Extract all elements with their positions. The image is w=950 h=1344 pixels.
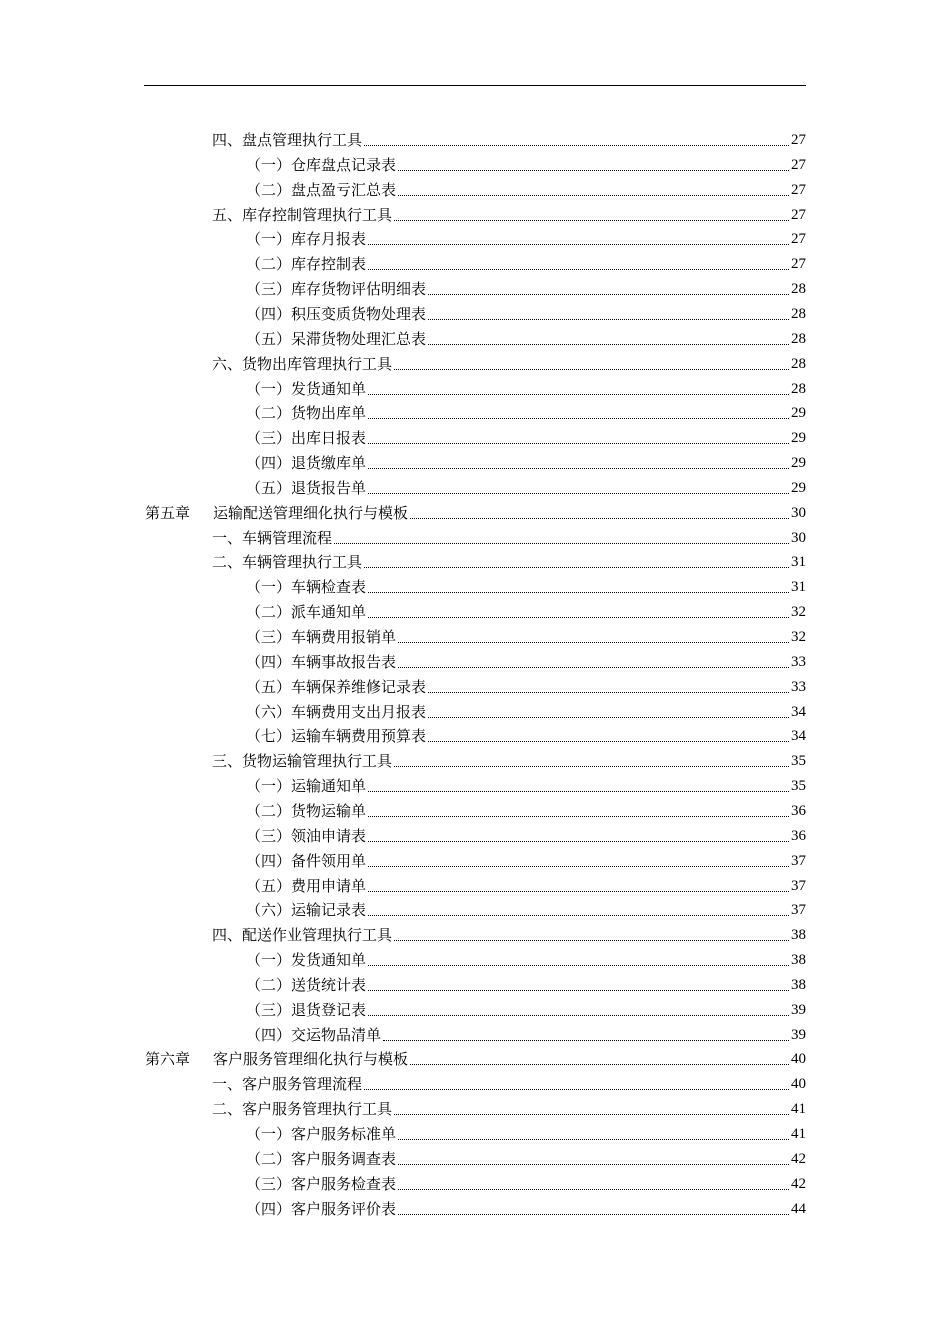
toc-page-number: 30 <box>791 529 806 546</box>
toc-entry[interactable] <box>246 796 806 821</box>
toc-entry[interactable] <box>246 224 806 249</box>
toc-entry-title: 一、客户服务管理流程 <box>212 1075 363 1094</box>
toc-page-number: 42 <box>791 1150 806 1167</box>
toc-entry[interactable] <box>246 1144 806 1169</box>
toc-dot-leader <box>394 766 789 767</box>
toc-page-number: 29 <box>791 405 806 422</box>
toc-entry[interactable] <box>246 1169 806 1194</box>
toc-dot-leader <box>368 891 789 892</box>
toc-entry-title: （二）派车通知单 <box>246 603 367 622</box>
toc-dot-leader <box>398 1189 789 1190</box>
toc-dot-leader <box>410 1064 789 1065</box>
toc-dot-leader <box>398 1139 789 1140</box>
toc-page-number: 27 <box>791 181 806 198</box>
toc-entry-label <box>246 950 366 970</box>
toc-entry-title: （一）发货通知单 <box>246 951 367 970</box>
toc-page-number: 33 <box>791 653 806 670</box>
toc-entry-title: 六、货物出库管理执行工具 <box>212 354 393 373</box>
toc-entry-label <box>246 900 366 920</box>
toc-dot-leader <box>368 418 789 419</box>
toc-entry[interactable] <box>246 150 806 175</box>
toc-dot-leader <box>398 1164 789 1165</box>
toc-entry-title: （三）出库日报表 <box>246 429 367 448</box>
toc-page-number: 38 <box>791 976 806 993</box>
toc-entry[interactable] <box>246 821 806 846</box>
toc-entry[interactable] <box>246 398 806 423</box>
toc-entry-label <box>246 403 366 423</box>
toc-page-number: 27 <box>791 256 806 273</box>
toc-page-number: 34 <box>791 703 806 720</box>
toc-dot-leader <box>394 220 789 221</box>
toc-entry[interactable] <box>246 995 806 1020</box>
toc-entry-title: （四）车辆事故报告表 <box>246 652 397 671</box>
toc-entry[interactable] <box>246 1020 806 1045</box>
toc-page-number: 37 <box>791 902 806 919</box>
toc-entry-label <box>246 1124 396 1144</box>
toc-entry[interactable] <box>212 523 806 548</box>
toc-entry-label <box>246 1174 396 1194</box>
toc-page-number: 27 <box>791 231 806 248</box>
toc-page-number: 29 <box>791 479 806 496</box>
header-rule <box>144 85 806 86</box>
toc-entry-label <box>246 155 396 175</box>
toc-entry[interactable] <box>246 448 806 473</box>
toc-dot-leader <box>428 319 789 320</box>
toc-dot-leader <box>428 741 789 742</box>
toc-page-number: 31 <box>791 579 806 596</box>
toc-entry-title: 四、盘点管理执行工具 <box>212 131 363 149</box>
toc-entry-label <box>246 1149 396 1169</box>
toc-entry[interactable] <box>246 970 806 995</box>
toc-dot-leader <box>364 1089 789 1090</box>
toc-entry[interactable] <box>246 895 806 920</box>
toc-entry-title: 三、货物运输管理执行工具 <box>212 752 393 771</box>
toc-page-number: 40 <box>791 1051 806 1068</box>
toc-entry-title: （二）库存控制表 <box>246 255 367 274</box>
toc-page-number: 28 <box>791 380 806 397</box>
toc-entry-title: 四、配送作业管理执行工具 <box>212 926 393 945</box>
toc-entry-title: 一、车辆管理流程 <box>212 528 333 547</box>
toc-entry-label <box>246 652 396 672</box>
toc-entry-label <box>246 726 426 746</box>
toc-dot-leader <box>368 493 789 494</box>
toc-page-number: 33 <box>791 678 806 695</box>
toc-dot-leader <box>398 170 789 171</box>
toc-page-number: 42 <box>791 1175 806 1192</box>
toc-page-number: 44 <box>791 1200 806 1217</box>
toc-dot-leader <box>368 244 789 245</box>
toc-chapter-number: 第六章 <box>145 1050 191 1069</box>
toc-entry-label <box>246 379 366 399</box>
toc-page-number: 27 <box>791 156 806 173</box>
toc-entry-label <box>246 602 366 622</box>
toc-entry-title: （二）货物运输单 <box>246 801 367 820</box>
toc-page-number: 29 <box>791 455 806 472</box>
toc-dot-leader <box>394 369 789 370</box>
toc-entry-label <box>246 627 396 647</box>
toc-entry-label <box>246 478 366 498</box>
toc-entry-label <box>246 180 396 200</box>
toc-dot-leader <box>334 543 789 544</box>
toc-page-number: 34 <box>791 728 806 745</box>
toc-entry-title: （三）库存货物评估明细表 <box>246 280 427 299</box>
toc-entry[interactable] <box>246 622 806 647</box>
toc-entry[interactable] <box>212 349 806 374</box>
toc-dot-leader <box>368 866 789 867</box>
toc-entry-label <box>212 354 392 374</box>
toc-entry-title: （四）交运物品清单 <box>246 1025 382 1044</box>
toc-dot-leader <box>398 667 789 668</box>
toc-page-number: 39 <box>791 1001 806 1018</box>
toc-dot-leader <box>410 518 789 519</box>
toc-dot-leader <box>368 592 789 593</box>
toc-entry-title: （一）库存月报表 <box>246 230 367 249</box>
toc-entry[interactable] <box>246 299 806 324</box>
toc-entry[interactable] <box>246 473 806 498</box>
toc-dot-leader <box>368 269 789 270</box>
toc-page-number: 36 <box>791 802 806 819</box>
toc-entry-title: （五）费用申请单 <box>246 876 367 895</box>
toc-page-number: 40 <box>791 1076 806 1093</box>
toc-entry-title: （六）车辆费用支出月报表 <box>246 702 427 721</box>
toc-entry-title: 二、客户服务管理执行工具 <box>212 1100 393 1119</box>
toc-page-number: 39 <box>791 1026 806 1043</box>
toc-dot-leader <box>398 1214 789 1215</box>
toc-entry-label <box>212 925 392 945</box>
toc-page-number: 27 <box>791 206 806 223</box>
toc-dot-leader <box>368 791 789 792</box>
toc-entry-title: （二）客户服务调查表 <box>246 1149 397 1168</box>
toc-entry-title: （四）退货缴库单 <box>246 454 367 473</box>
toc-dot-leader <box>394 1114 789 1115</box>
toc-entry-title: （五）呆滞货物处理汇总表 <box>246 329 427 348</box>
toc-entry-label <box>246 304 426 324</box>
toc-dot-leader <box>368 1015 789 1016</box>
toc-page-number: 27 <box>791 132 806 148</box>
toc-page-number: 28 <box>791 330 806 347</box>
toc-entry-title: 客户服务管理细化执行与模板 <box>213 1050 409 1069</box>
toc-entry-label <box>246 826 366 846</box>
toc-dot-leader <box>428 692 789 693</box>
toc-entry-label <box>212 751 392 771</box>
toc-chapter-entry[interactable] <box>145 1044 806 1069</box>
toc-entry-label <box>246 254 366 274</box>
toc-entry-title: （一）仓库盘点记录表 <box>246 155 397 174</box>
toc-entry-label <box>246 851 366 871</box>
toc-entry[interactable] <box>246 572 806 597</box>
toc-entry-label <box>212 1099 392 1119</box>
toc-entry[interactable] <box>246 374 806 399</box>
toc-entry-label <box>246 1025 381 1045</box>
toc-entry[interactable] <box>246 175 806 200</box>
toc-entry-label <box>246 329 426 349</box>
toc-entry-title: 五、库存控制管理执行工具 <box>212 205 393 224</box>
toc-entry-title: （四）客户服务评价表 <box>246 1199 397 1218</box>
toc-dot-leader <box>368 841 789 842</box>
toc-chapter-number: 第五章 <box>145 503 191 522</box>
toc-dot-leader <box>428 344 789 345</box>
toc-entry-label <box>145 1049 408 1069</box>
toc-entry-label <box>246 876 366 896</box>
toc-entry-title: （四）积压变质货物处理表 <box>246 304 427 323</box>
toc-entry-label <box>246 1000 366 1020</box>
toc-entry-title: （三）车辆费用报销单 <box>246 628 397 646</box>
toc-page-number: 37 <box>791 877 806 894</box>
toc-entry[interactable] <box>246 647 806 672</box>
toc-entry-title: （三）领油申请表 <box>246 826 367 845</box>
toc-dot-leader <box>368 468 789 469</box>
toc-dot-leader <box>398 195 789 196</box>
toc-entry[interactable] <box>246 697 806 722</box>
toc-entry[interactable] <box>246 274 806 299</box>
toc-entry-title: （二）送货统计表 <box>246 975 367 994</box>
toc-entry-title: （四）备件领用单 <box>246 851 367 870</box>
toc-entry-title: （二）盘点盈亏汇总表 <box>246 180 397 199</box>
toc-entry[interactable] <box>212 1094 806 1119</box>
toc-dot-leader <box>364 567 789 568</box>
toc-entry[interactable] <box>246 597 806 622</box>
toc-entry-title: （五）退货报告单 <box>246 478 367 497</box>
toc-page-number: 28 <box>791 281 806 298</box>
toc-dot-leader <box>428 294 789 295</box>
toc-entry[interactable] <box>212 125 806 150</box>
toc-entry-title: （一）车辆检查表 <box>246 578 367 597</box>
toc-dot-leader <box>368 915 789 916</box>
toc-dot-leader <box>383 1040 789 1041</box>
toc-entry-title: （一）客户服务标准单 <box>246 1125 397 1143</box>
toc-entry-label <box>212 130 362 150</box>
toc-entry[interactable] <box>246 423 806 448</box>
toc-entry-label <box>246 1199 396 1219</box>
toc-page-number: 38 <box>791 952 806 969</box>
toc-chapter-entry[interactable] <box>145 498 806 523</box>
toc-entry-label <box>246 577 366 597</box>
toc-entry[interactable] <box>246 846 806 871</box>
toc-dot-leader <box>398 642 789 643</box>
toc-entry-title: （一）运输通知单 <box>246 777 367 796</box>
toc-entry[interactable] <box>212 200 806 225</box>
toc-page-number: 35 <box>791 753 806 770</box>
toc-entry-label <box>246 677 426 697</box>
toc-entry-title: （七）运输车辆费用预算表 <box>246 727 427 746</box>
toc-entry-title: （一）发货通知单 <box>246 379 367 398</box>
toc-entry[interactable] <box>212 746 806 771</box>
toc-page-number: 31 <box>791 554 806 571</box>
toc-dot-leader <box>368 443 789 444</box>
toc-entry-label <box>246 801 366 821</box>
toc-dot-leader <box>428 717 789 718</box>
toc-entry-title: （三）客户服务检查表 <box>246 1174 397 1193</box>
toc-entry[interactable] <box>246 1194 806 1219</box>
toc-dot-leader <box>394 940 789 941</box>
toc-entry[interactable] <box>246 249 806 274</box>
toc-entry[interactable] <box>246 945 806 970</box>
toc-entry-label <box>246 975 366 995</box>
toc-page-number: 41 <box>791 1126 806 1142</box>
toc-entry-label <box>246 776 366 796</box>
toc-page-number: 36 <box>791 827 806 844</box>
toc-entry-label <box>246 702 426 722</box>
toc-entry-label <box>212 205 392 225</box>
toc-entry-title: （六）运输记录表 <box>246 901 367 920</box>
toc-page-number: 30 <box>791 504 806 521</box>
toc-entry[interactable] <box>212 920 806 945</box>
toc-entry-label <box>145 503 408 523</box>
toc-entry-title: （三）退货登记表 <box>246 1000 367 1019</box>
toc-page-number: 35 <box>791 778 806 795</box>
toc-dot-leader <box>368 965 789 966</box>
toc-entry[interactable] <box>246 324 806 349</box>
toc-entry-label <box>246 229 366 249</box>
toc-entry-title: （五）车辆保养维修记录表 <box>246 677 427 696</box>
toc-entry-title: 二、车辆管理执行工具 <box>212 553 363 572</box>
toc-page-number: 28 <box>791 355 806 372</box>
toc-page-number: 29 <box>791 430 806 447</box>
toc-entry-label <box>212 1074 362 1094</box>
toc-entry-label <box>246 453 366 473</box>
toc-page-number: 37 <box>791 852 806 869</box>
toc-entry[interactable] <box>246 672 806 697</box>
toc-page-number: 38 <box>791 927 806 944</box>
toc-page-number: 32 <box>791 604 806 621</box>
toc-entry[interactable] <box>246 1119 806 1144</box>
toc-entry[interactable] <box>246 771 806 796</box>
toc-page-number: 32 <box>791 629 806 645</box>
toc-dot-leader <box>368 394 789 395</box>
toc-entry[interactable] <box>246 721 806 746</box>
toc-entry-label <box>212 552 362 572</box>
toc-entry-label <box>246 279 426 299</box>
toc-page-number: 41 <box>791 1101 806 1118</box>
toc-dot-leader <box>368 617 789 618</box>
toc-entry[interactable] <box>212 1069 806 1094</box>
toc-entry-label <box>246 428 366 448</box>
toc-entry-label <box>212 528 332 548</box>
toc-entry[interactable] <box>212 547 806 572</box>
toc-entry-title: （二）货物出库单 <box>246 404 367 423</box>
toc-dot-leader <box>364 145 789 146</box>
toc-entry[interactable] <box>246 871 806 896</box>
toc-dot-leader <box>368 990 789 991</box>
toc-entry-title: 运输配送管理细化执行与模板 <box>213 503 409 522</box>
toc-dot-leader <box>368 816 789 817</box>
toc-page-number: 28 <box>791 305 806 322</box>
